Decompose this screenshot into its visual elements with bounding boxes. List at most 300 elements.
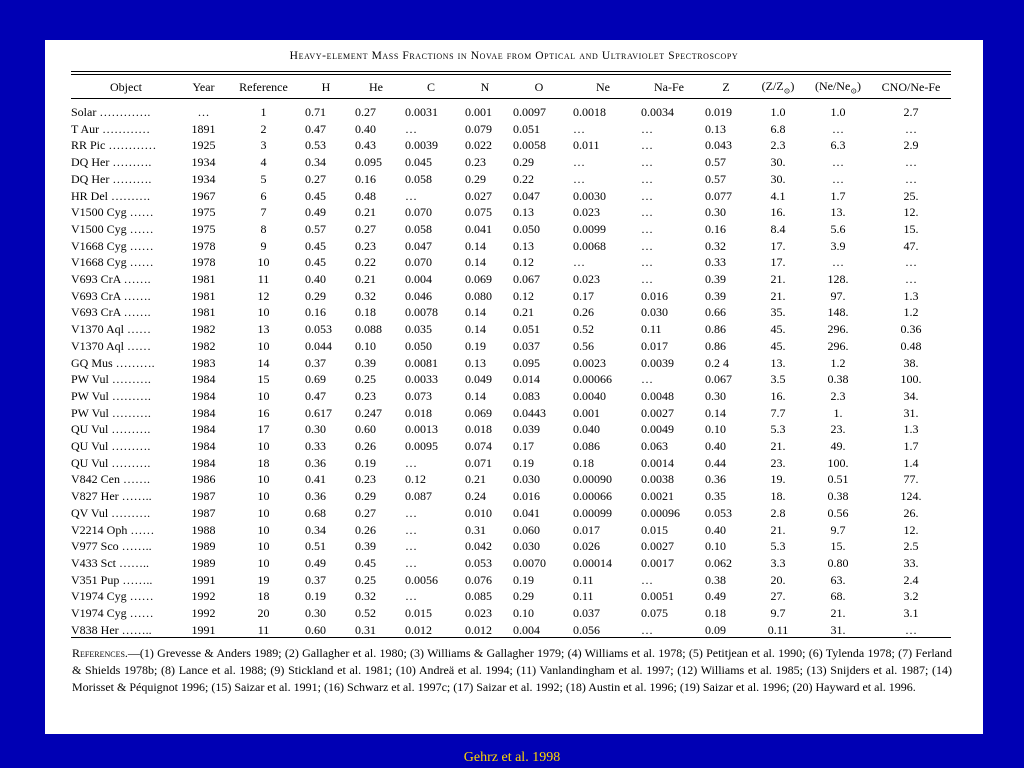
cell-ne-ratio: 0.38 <box>827 489 849 504</box>
cell-reference: 18 <box>257 589 270 604</box>
cell-nafe: 0.0014 <box>641 455 674 470</box>
cell-h: 0.617 <box>305 405 332 420</box>
cell-o: 0.19 <box>513 455 534 470</box>
cell-ne-ratio: 1. <box>833 405 843 420</box>
cell-ne: 0.26 <box>573 305 594 320</box>
cell-cno-nefe: 26. <box>903 505 919 520</box>
cell-h: 0.044 <box>305 338 332 353</box>
cell-ne-ratio: 6.3 <box>830 138 846 153</box>
col-header-he: He <box>369 79 383 94</box>
cell-z: 0.38 <box>705 572 726 587</box>
cell-year: 1989 <box>191 555 216 570</box>
cell-object: V827 Her …….. <box>71 489 152 504</box>
cell-ne: … <box>573 155 585 170</box>
cell-reference: 9 <box>260 238 267 253</box>
cell-object: V1668 Cyg …… <box>71 238 154 253</box>
cell-z: 0.35 <box>705 489 726 504</box>
cell-z-ratio: 7.7 <box>770 405 786 420</box>
cell-he: 0.45 <box>355 555 376 570</box>
cell-c: 0.0095 <box>405 439 438 454</box>
cell-object: GQ Mus ………. <box>71 355 155 370</box>
cell-z-ratio: 19. <box>770 472 786 487</box>
cell-year: 1991 <box>191 572 216 587</box>
top-rule-double <box>71 74 951 75</box>
table-row <box>71 488 951 505</box>
col-header-ne-ratio: $(Ne/Ne_⊙)$ <box>814 78 862 96</box>
cell-he: 0.52 <box>355 606 376 621</box>
cell-year: 1984 <box>191 455 216 470</box>
cell-ne-ratio: 31. <box>830 622 846 637</box>
cell-z-ratio: 27. <box>770 589 786 604</box>
cell-o: 0.050 <box>513 221 540 236</box>
cell-cno-nefe: 2.7 <box>903 105 919 119</box>
cell-n: 0.023 <box>465 606 492 621</box>
cell-nafe: 0.0021 <box>641 489 674 504</box>
cell-h: 0.68 <box>305 505 326 520</box>
cell-c: 0.058 <box>405 171 432 186</box>
cell-n: 0.085 <box>465 589 492 604</box>
cell-z-ratio: 18. <box>770 489 786 504</box>
cell-o: 0.004 <box>513 622 540 637</box>
cell-object: RR Pic ………… <box>71 138 157 153</box>
cell-he: 0.32 <box>355 589 376 604</box>
cell-year: 1978 <box>191 255 216 270</box>
cell-reference: 4 <box>260 155 267 170</box>
cell-reference: 6 <box>260 188 267 203</box>
cell-ne: 0.00099 <box>573 505 612 520</box>
cell-c: 0.058 <box>405 221 432 236</box>
cell-ne: 0.056 <box>573 622 600 637</box>
cell-c: … <box>405 522 417 537</box>
cell-z: 0.062 <box>705 555 732 570</box>
cell-ne: 0.0068 <box>573 238 606 253</box>
cell-nafe: … <box>641 155 653 170</box>
cell-reference: 10 <box>257 539 270 554</box>
cell-nafe: … <box>641 255 653 270</box>
cell-cno-nefe: … <box>905 121 917 136</box>
cell-ne-ratio: 15. <box>830 539 846 554</box>
cell-h: 0.36 <box>305 455 326 470</box>
cell-object: V433 Sct …….. <box>71 555 149 570</box>
cell-object: V1668 Cyg …… <box>71 255 154 270</box>
col-header-object: Object <box>110 79 142 94</box>
cell-ne: 0.001 <box>573 405 600 420</box>
cell-he: 0.27 <box>355 505 376 520</box>
cell-ne: 0.0099 <box>573 221 606 236</box>
cell-object: V2214 Oph …… <box>71 522 155 537</box>
cell-c: 0.0013 <box>405 422 438 437</box>
cell-n: 0.14 <box>465 305 486 320</box>
table-row <box>71 522 951 539</box>
cell-z-ratio: 0.11 <box>767 622 789 637</box>
cell-cno-nefe: 1.3 <box>903 422 919 437</box>
cell-z-ratio: 20. <box>770 572 786 587</box>
cell-n: 0.24 <box>465 489 486 504</box>
table-row <box>71 572 951 589</box>
cell-o: 0.19 <box>513 572 534 587</box>
cell-c: … <box>405 539 417 554</box>
cell-h: 0.45 <box>305 188 326 203</box>
cell-reference: 7 <box>260 205 267 220</box>
cell-cno-nefe: 15. <box>903 221 919 236</box>
cell-o: 0.039 <box>513 422 540 437</box>
cell-n: 0.041 <box>465 221 492 236</box>
cell-n: 0.14 <box>465 388 486 403</box>
cell-z: 0.067 <box>705 372 732 387</box>
table-row <box>71 355 951 372</box>
cell-z-ratio: 21. <box>770 439 786 454</box>
cell-ne: 0.11 <box>573 572 594 587</box>
cell-he: 0.10 <box>355 338 376 353</box>
cell-cno-nefe: 124. <box>900 489 922 504</box>
cell-cno-nefe: … <box>905 622 917 637</box>
cell-n: 0.21 <box>465 472 486 487</box>
cell-reference: 18 <box>257 455 270 470</box>
table-row <box>71 588 951 605</box>
col-header-nafe: Na-Fe <box>654 79 684 94</box>
cell-ne-ratio: 296. <box>827 338 849 353</box>
cell-ne: 0.037 <box>573 606 600 621</box>
cell-c: 0.0056 <box>405 572 438 587</box>
cell-reference: 10 <box>257 555 270 570</box>
table-row <box>71 405 951 422</box>
cell-year: 1975 <box>191 221 216 236</box>
table-row <box>71 238 951 255</box>
cell-year: 1891 <box>191 121 216 136</box>
cell-z-ratio: 21. <box>770 288 786 303</box>
cell-n: 0.31 <box>465 522 486 537</box>
cell-n: 0.012 <box>465 622 492 637</box>
cell-reference: 11 <box>257 272 270 287</box>
cell-ne: 0.040 <box>573 422 600 437</box>
cell-n: 0.053 <box>465 555 492 570</box>
citation-credit: Gehrz et al. 1998 <box>463 750 561 765</box>
table-row <box>71 605 951 622</box>
table-row <box>71 254 951 271</box>
cell-object: HR Del ………. <box>71 188 150 203</box>
cell-cno-nefe: 12. <box>903 522 919 537</box>
cell-he: 0.43 <box>355 138 376 153</box>
cell-z-ratio: 3.5 <box>770 372 786 387</box>
cell-h: 0.45 <box>305 238 326 253</box>
cell-ne: 0.56 <box>573 338 594 353</box>
cell-o: 0.21 <box>513 305 534 320</box>
cell-nafe: … <box>641 572 653 587</box>
cell-z-ratio: 45. <box>770 322 786 337</box>
cell-cno-nefe: 2.4 <box>903 572 919 587</box>
cell-o: 0.0070 <box>513 555 546 570</box>
cell-c: 0.035 <box>405 322 432 337</box>
cell-reference: 17 <box>257 422 270 437</box>
table-title: Heavy-element Mass Fractions in Novae from Optical and Ultraviolet Spectroscopy <box>289 50 739 62</box>
cell-reference: 3 <box>260 138 267 153</box>
cell-c: 0.0033 <box>405 372 438 387</box>
table-row <box>71 371 951 388</box>
cell-c: 0.087 <box>405 489 432 504</box>
cell-c: … <box>405 455 417 470</box>
cell-year: 1984 <box>191 405 216 420</box>
cell-z-ratio: 2.8 <box>770 505 786 520</box>
cell-he: 0.19 <box>355 455 376 470</box>
cell-nafe: … <box>641 138 653 153</box>
cell-z: 0.10 <box>705 422 726 437</box>
col-header-z: Z <box>722 79 730 94</box>
cell-ne: 0.086 <box>573 439 600 454</box>
cell-nafe: 0.11 <box>641 322 662 337</box>
cell-h: 0.69 <box>305 372 326 387</box>
cell-year: 1984 <box>191 372 216 387</box>
cell-nafe: 0.0051 <box>641 589 674 604</box>
cell-h: 0.40 <box>305 272 326 287</box>
sun-symbol-icon: ⊙ <box>850 86 858 96</box>
cell-z: 0.2 4 <box>705 355 729 370</box>
cell-nafe: 0.015 <box>641 522 668 537</box>
cell-ne-ratio: 3.9 <box>830 238 846 253</box>
col-header-year: Year <box>192 79 215 94</box>
cell-year: 1989 <box>191 539 216 554</box>
cell-n: 0.13 <box>465 355 486 370</box>
cell-h: 0.33 <box>305 439 326 454</box>
cell-o: 0.014 <box>513 372 540 387</box>
cell-reference: 11 <box>257 622 270 637</box>
cell-h: 0.27 <box>305 171 326 186</box>
cell-z: 0.86 <box>705 338 726 353</box>
cell-reference: 10 <box>257 489 270 504</box>
cell-h: 0.57 <box>305 221 326 236</box>
cell-nafe: … <box>641 188 653 203</box>
cell-z: 0.30 <box>705 388 726 403</box>
cell-ne: 0.023 <box>573 205 600 220</box>
cell-c: 0.046 <box>405 288 432 303</box>
cell-nafe: 0.0034 <box>641 105 674 119</box>
cell-ne-ratio: 1.7 <box>830 188 846 203</box>
cell-ne-ratio: 128. <box>827 272 849 287</box>
cell-ne: 0.0030 <box>573 188 606 203</box>
cell-nafe: … <box>641 622 653 637</box>
cell-cno-nefe: … <box>905 255 917 270</box>
cell-year: 1934 <box>191 171 216 186</box>
cell-z: 0.019 <box>705 105 732 119</box>
cell-ne-ratio: 5.6 <box>830 221 846 236</box>
col-header-h: H <box>321 79 331 94</box>
cell-c: 0.070 <box>405 255 432 270</box>
cell-object: V838 Her …….. <box>71 622 152 637</box>
cell-year: 1986 <box>191 472 216 487</box>
cell-h: 0.71 <box>305 105 326 119</box>
cell-ne-ratio: … <box>832 155 844 170</box>
cell-h: 0.16 <box>305 305 326 320</box>
cell-year: 1987 <box>191 489 216 504</box>
cell-z: 0.36 <box>705 472 726 487</box>
cell-nafe: … <box>641 171 653 186</box>
cell-object: V1500 Cyg …… <box>71 221 154 236</box>
cell-z-ratio: 21. <box>770 272 786 287</box>
cell-z-ratio: 1.0 <box>770 105 786 119</box>
cell-ne: 0.00090 <box>573 472 612 487</box>
cell-c: 0.018 <box>405 405 432 420</box>
cell-c: 0.050 <box>405 338 432 353</box>
cell-object: Solar …………. <box>71 105 151 119</box>
cell-n: 0.049 <box>465 372 492 387</box>
cell-he: 0.26 <box>355 439 376 454</box>
references-text: —(1) Grevesse & Anders 1989; (2) Gallagher et al. 1980; (3) Williams & Gallagher 1979; (4) Williams et al. 1978; (5) Petitjean et al. 1990; (6) Tylenda 1978; (7) Ferland & Shields 1978b; (8) Lance et al. 1988; (9) Stickland et al. 1981; (10) Andreä et al. 1994; (11) Vanlandingham et al. 1997; (12) Williams et al. 1985; (13) Snijders et al. 1987; (14) Morisset & Péquignot 1996; (15) Saizar et al. 1991; (16) Schwarz et al. 1997c; (17) Saizar et al. 1992; (18) Austin et al. 1996; (19) Saizar et al. 1996; (20) Hayward et al. 1996. <box>72 646 952 694</box>
cell-he: 0.31 <box>355 622 376 637</box>
cell-ne-ratio: 23. <box>830 422 846 437</box>
cell-ne-ratio: 21. <box>830 606 846 621</box>
cell-object: V1974 Cyg …… <box>71 589 154 604</box>
cell-year: 1984 <box>191 388 216 403</box>
cell-z-ratio: 5.3 <box>770 539 786 554</box>
cell-h: 0.29 <box>305 288 326 303</box>
cell-reference: 5 <box>260 171 267 186</box>
cell-year: 1982 <box>191 322 216 337</box>
cell-z: 0.053 <box>705 505 732 520</box>
cell-z-ratio: 21. <box>770 522 786 537</box>
col-header-z-ratio: $(Z/Z_⊙)$ <box>761 78 795 96</box>
cell-z: 0.39 <box>705 288 726 303</box>
cell-year: … <box>197 105 210 119</box>
cell-ne-ratio: … <box>832 255 844 270</box>
cell-h: 0.51 <box>305 539 326 554</box>
cell-h: 0.53 <box>305 138 326 153</box>
cell-z: 0.16 <box>705 221 726 236</box>
cell-c: 0.0078 <box>405 305 438 320</box>
table-row <box>71 271 951 288</box>
cell-z: 0.57 <box>705 155 726 170</box>
table-row <box>71 388 951 405</box>
cell-cno-nefe: 77. <box>903 472 919 487</box>
cell-he: 0.21 <box>355 272 376 287</box>
cell-nafe: 0.075 <box>641 606 668 621</box>
cell-ne-ratio: 97. <box>830 288 846 303</box>
cell-year: 1983 <box>191 355 216 370</box>
cell-h: 0.30 <box>305 422 326 437</box>
cell-ne: … <box>573 171 585 186</box>
cell-reference: 10 <box>257 388 270 403</box>
cell-cno-nefe: 1.2 <box>903 305 919 320</box>
cell-o: 0.12 <box>513 255 534 270</box>
cell-year: 1981 <box>191 305 216 320</box>
cell-c: … <box>405 589 417 604</box>
cell-z-ratio: 2.3 <box>770 138 786 153</box>
cell-he: 0.27 <box>355 221 376 236</box>
table-row <box>71 98 951 121</box>
table-row <box>71 288 951 305</box>
cell-h: 0.30 <box>305 606 326 621</box>
col-header-o: O <box>534 79 544 94</box>
cell-ne-ratio: 0.80 <box>827 555 849 570</box>
cell-z-ratio: 35. <box>770 305 786 320</box>
cell-object: QU Vul ………. <box>71 422 151 437</box>
cell-cno-nefe: 1.3 <box>903 288 919 303</box>
cell-he: 0.27 <box>355 105 376 119</box>
cell-object: QU Vul ………. <box>71 439 151 454</box>
cell-ne-ratio: 0.51 <box>827 472 849 487</box>
col-header-n: N <box>480 79 490 94</box>
cell-o: 0.13 <box>513 238 534 253</box>
cell-ne-ratio: 1.2 <box>830 355 846 370</box>
cell-n: 0.075 <box>465 205 492 220</box>
cell-year: 1992 <box>191 606 216 621</box>
cell-ne: 0.017 <box>573 522 600 537</box>
cell-z: 0.39 <box>705 272 726 287</box>
cell-ne-ratio: 68. <box>830 589 846 604</box>
cell-n: 0.071 <box>465 455 492 470</box>
cell-nafe: … <box>641 272 653 287</box>
cell-z: 0.40 <box>705 522 726 537</box>
cell-o: 0.095 <box>513 355 540 370</box>
cell-z-ratio: 3.3 <box>770 555 786 570</box>
table-row <box>71 171 951 188</box>
cell-ne-ratio: … <box>832 171 844 186</box>
cell-ne: 0.023 <box>573 272 600 287</box>
cell-object: V693 CrA ……. <box>71 288 151 303</box>
cell-nafe: 0.0038 <box>641 472 674 487</box>
cell-nafe: 0.0048 <box>641 388 674 403</box>
cell-n: 0.069 <box>465 405 492 420</box>
cell-nafe: … <box>641 205 653 220</box>
cell-nafe: … <box>641 372 653 387</box>
table-row <box>71 438 951 455</box>
cell-n: 0.027 <box>465 188 492 203</box>
cell-z: 0.40 <box>705 439 726 454</box>
cell-o: 0.12 <box>513 288 534 303</box>
cell-object: DQ Her ………. <box>71 171 152 186</box>
cell-z-ratio: 8.4 <box>770 221 786 236</box>
cell-he: 0.40 <box>355 121 376 136</box>
cell-object: V977 Sco …….. <box>71 539 152 554</box>
cell-cno-nefe: … <box>905 272 917 287</box>
cell-nafe: 0.0039 <box>641 355 674 370</box>
table-row <box>71 204 951 221</box>
cell-year: 1984 <box>191 422 216 437</box>
cell-he: 0.25 <box>355 572 376 587</box>
cell-nafe: … <box>641 238 653 253</box>
cell-z-ratio: 16. <box>770 205 786 220</box>
cell-he: 0.29 <box>355 489 376 504</box>
cell-cno-nefe: 12. <box>903 205 919 220</box>
cell-ne: 0.11 <box>573 589 594 604</box>
cell-cno-nefe: 100. <box>900 372 922 387</box>
cell-c: 0.0031 <box>405 105 438 119</box>
table-row <box>71 137 951 154</box>
cell-c: … <box>405 555 417 570</box>
references-heading: References. <box>72 646 128 660</box>
cell-reference: 19 <box>257 572 270 587</box>
cell-object: V1370 Aql …… <box>71 322 152 337</box>
cell-reference: 13 <box>257 322 270 337</box>
cell-ne-ratio: 148. <box>827 305 849 320</box>
cell-he: 0.23 <box>355 388 376 403</box>
cell-o: 0.051 <box>513 121 540 136</box>
cell-he: 0.39 <box>355 539 376 554</box>
cell-ne: 0.00014 <box>573 555 612 570</box>
cell-cno-nefe: 34. <box>903 388 919 403</box>
cell-ne: 0.0040 <box>573 388 606 403</box>
cell-cno-nefe: 1.7 <box>903 439 919 454</box>
cell-n: 0.19 <box>465 338 486 353</box>
top-rule <box>71 71 951 72</box>
cell-cno-nefe: 38. <box>903 355 919 370</box>
cell-ne: 0.52 <box>573 322 594 337</box>
cell-he: 0.21 <box>355 205 376 220</box>
cell-o: 0.037 <box>513 338 540 353</box>
cell-reference: 10 <box>257 522 270 537</box>
cell-ne: 0.18 <box>573 455 594 470</box>
cell-c: 0.015 <box>405 606 432 621</box>
cell-object: V1500 Cyg …… <box>71 205 154 220</box>
cell-ne-ratio: 49. <box>830 439 846 454</box>
